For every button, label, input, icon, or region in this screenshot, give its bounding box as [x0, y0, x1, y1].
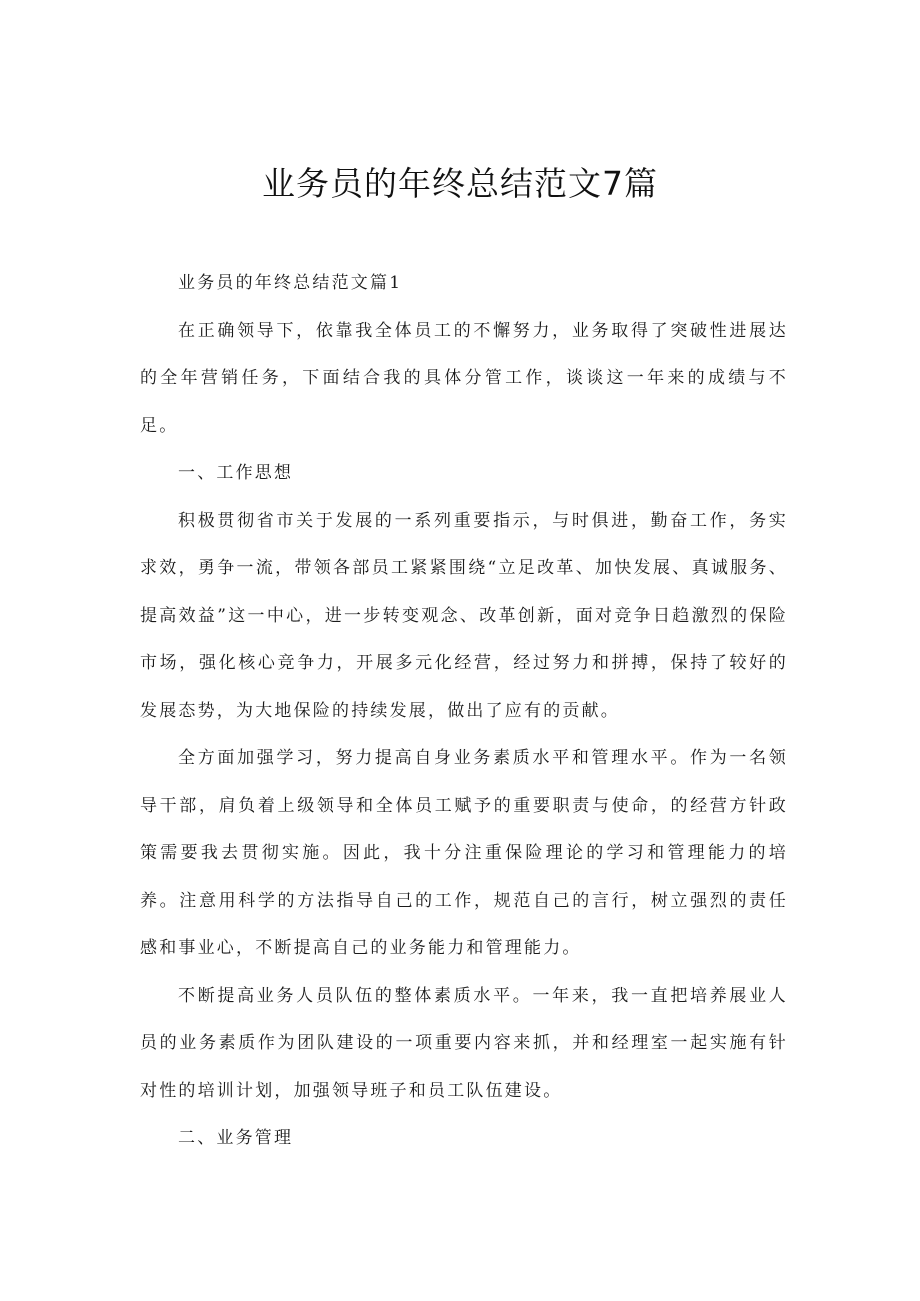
- document-title: 业务员的年终总结范文7篇: [262, 164, 658, 203]
- body-paragraph: 积极贯彻省市关于发展的一系列重要指示，与时俱进，勤奋工作，务实求效，勇争一流，带领各部员工紧紧围绕“立足改革、加快发展、真诚服务、提高效益”这一中心，进一步转变观念、改革创新，面对竞争日趋激烈的保险市场，强化核心竞争力，开展多元化经营，经过努力和拼搏，保持了较好的发展态势，为大地保险的持续发展，做出了应有的贡献。: [140, 510, 788, 721]
- section-heading-work-thinking: 一、工作思想: [178, 463, 294, 483]
- body-paragraph: 全方面加强学习，努力提高自身业务素质水平和管理水平。作为一名领导干部，肩负着上级领导和全体员工赋予的重要职责与使命，的经营方针政策需要我去贯彻实施。因此，我十分注重保险理论的学习和管理能力的培养。注意用科学的方法指导自己的工作，规范自己的言行，树立强烈的责任感和事业心，不断提高自己的业务能力和管理能力。: [140, 748, 788, 958]
- document-body: [140, 260, 788, 1163]
- intro-paragraph: 在正确领导下，依靠我全体员工的不懈努力，业务取得了突破性进展达的全年营销任务，下面结合我的具体分管工作，谈谈这一年来的成绩与不足。: [140, 320, 788, 436]
- section-heading-business-management: 二、业务管理: [178, 1128, 294, 1148]
- section-heading-article-1: 业务员的年终总结范文篇1: [178, 273, 403, 293]
- body-paragraph: 不断提高业务人员队伍的整体素质水平。一年来，我一直把培养展业人员的业务素质作为团队建设的一项重要内容来抓，并和经理室一起实施有针对性的培训计划，加强领导班子和员工队伍建设。: [140, 985, 788, 1101]
